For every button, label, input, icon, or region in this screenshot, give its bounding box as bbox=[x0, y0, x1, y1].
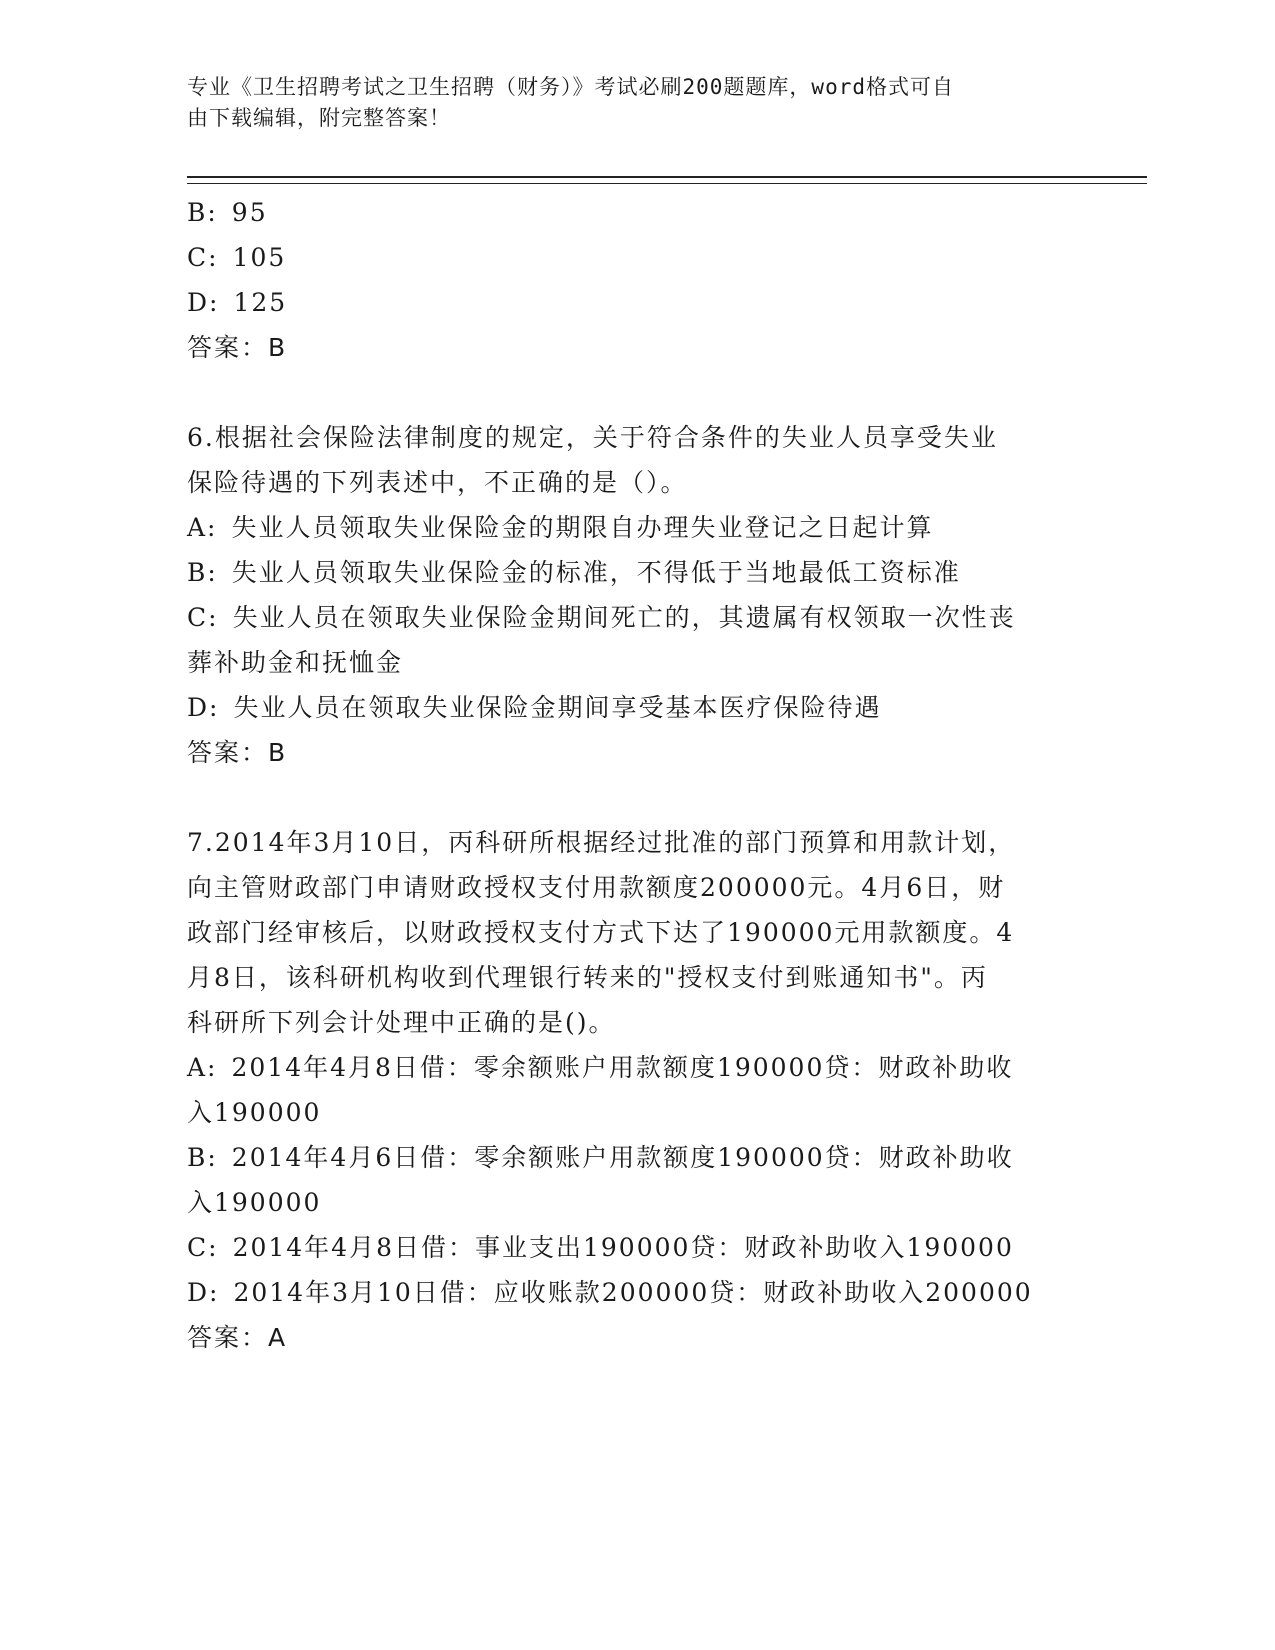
answer: 答案：B bbox=[187, 333, 288, 362]
question-5 bbox=[187, 190, 1067, 370]
option-a-continued: 入190000 bbox=[187, 1098, 322, 1127]
option-a: A: 失业人员领取失业保险金的期限自办理失业登记之日起计算 bbox=[187, 513, 934, 542]
question-stem: 向主管财政部门申请财政授权支付用款额度200000元。4月6日，财 bbox=[187, 873, 1006, 902]
question-7 bbox=[187, 820, 1067, 1360]
option-c: C: 2014年4月8日借：事业支出190000贷：财政补助收入190000 bbox=[187, 1233, 1014, 1262]
page-header bbox=[187, 72, 1067, 134]
option-b: B: 2014年4月6日借：零余额账户用款额度190000贷：财政补助收 bbox=[187, 1143, 1014, 1172]
question-stem: 保险待遇的下列表述中，不正确的是（）。 bbox=[187, 468, 688, 497]
option-c: C: 105 bbox=[187, 243, 287, 272]
option-c-continued: 葬补助金和抚恤金 bbox=[187, 648, 404, 677]
question-stem: 科研所下列会计处理中正确的是()。 bbox=[187, 1008, 616, 1037]
header-line-2: 由下载编辑，附完整答案！ bbox=[187, 106, 451, 130]
option-d: D: 失业人员在领取失业保险金期间享受基本医疗保险待遇 bbox=[187, 693, 882, 722]
option-c: C: 失业人员在领取失业保险金期间死亡的，其遗属有权领取一次性丧 bbox=[187, 603, 1016, 632]
option-d: D: 125 bbox=[187, 288, 288, 317]
header-divider bbox=[187, 176, 1147, 184]
question-stem: 6.根据社会保险法律制度的规定，关于符合条件的失业人员享受失业 bbox=[187, 423, 998, 452]
option-d: D: 2014年3月10日借：应收账款200000贷：财政补助收入200000 bbox=[187, 1278, 1033, 1307]
option-b: B: 95 bbox=[187, 198, 268, 227]
question-6 bbox=[187, 415, 1067, 775]
header-line-1: 专业《卫生招聘考试之卫生招聘（财务）》考试必刷200题题库，word格式可自 bbox=[187, 75, 954, 99]
option-b-continued: 入190000 bbox=[187, 1188, 322, 1217]
question-stem: 月8日，该科研机构收到代理银行转来的"授权支付到账通知书"。丙 bbox=[187, 963, 988, 992]
document-body bbox=[187, 190, 1067, 1360]
question-stem: 政部门经审核后，以财政授权支付方式下达了190000元用款额度。4 bbox=[187, 918, 1015, 947]
answer: 答案：A bbox=[187, 1323, 288, 1352]
question-stem: 7.2014年3月10日，丙科研所根据经过批准的部门预算和用款计划， bbox=[187, 828, 1016, 857]
option-a: A: 2014年4月8日借：零余额账户用款额度190000贷：财政补助收 bbox=[187, 1053, 1014, 1082]
option-b: B: 失业人员领取失业保险金的标准，不得低于当地最低工资标准 bbox=[187, 558, 961, 587]
answer: 答案：B bbox=[187, 738, 288, 767]
